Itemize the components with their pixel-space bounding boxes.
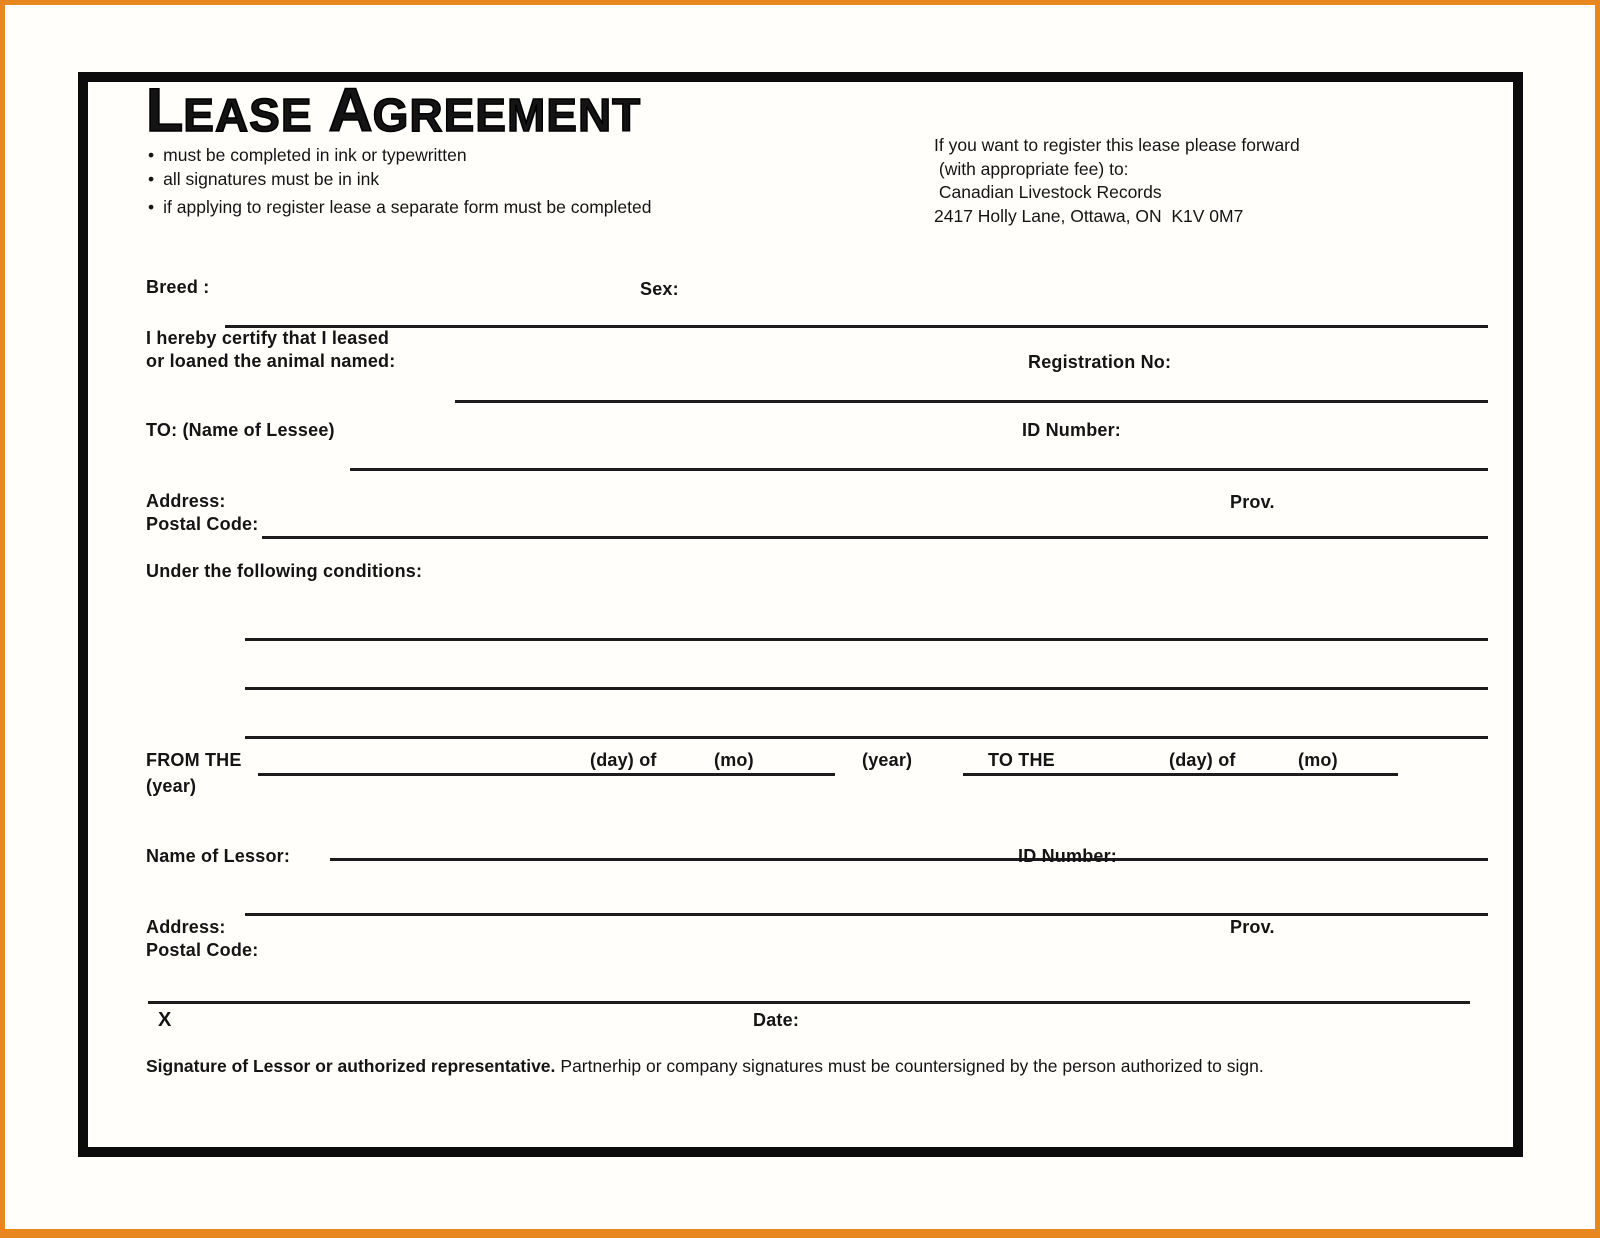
- conditions-line-3: [245, 736, 1488, 739]
- date-label: Date:: [753, 1010, 800, 1030]
- page-title: [146, 76, 642, 144]
- signature-x-label: X: [158, 1009, 172, 1031]
- fill-line-breed-sex: [225, 325, 1488, 328]
- bullet-note-3-text: if applying to register lease a separate form must be completed: [163, 197, 652, 217]
- lessor-prov-label: Prov.: [1230, 917, 1275, 937]
- sex-label: Sex:: [640, 279, 679, 299]
- fill-line-animal-name: [455, 400, 1488, 403]
- bullet-note-3: [148, 197, 651, 218]
- from-year-inline-label: (year): [862, 750, 913, 770]
- title-word2-rest: GREEMENT: [372, 89, 642, 141]
- register-note-line-2: (with appropriate fee) to:: [934, 158, 1129, 179]
- lessee-prov-label: Prov.: [1230, 492, 1275, 512]
- from-mo-label: (mo): [714, 750, 754, 770]
- bullet-icon: •: [148, 169, 155, 189]
- name-of-lessor-label: Name of Lessor:: [146, 846, 291, 866]
- to-year-label: (year): [146, 776, 197, 796]
- register-note-line-3: Canadian Livestock Records: [934, 182, 1162, 202]
- conditions-line-1: [245, 638, 1488, 641]
- lessor-id-number-label: ID Number:: [1018, 846, 1118, 866]
- bullet-icon: •: [148, 145, 155, 165]
- fill-line-lessor-name: [330, 858, 1488, 861]
- bullet-note-1-text: must be completed in ink or typewritten: [163, 145, 467, 165]
- bullet-icon: •: [148, 197, 155, 217]
- from-the-label: FROM THE: [146, 750, 242, 770]
- bullet-note-1: [148, 145, 467, 166]
- to-the-label: TO THE: [988, 750, 1055, 770]
- bullet-note-2-text: all signatures must be in ink: [163, 169, 380, 189]
- conditions-line-2: [245, 687, 1488, 690]
- register-note-line-1: If you want to register this lease please forward: [934, 135, 1300, 155]
- title-word1-rest: EASE: [183, 89, 313, 141]
- signature-caption-bold: Signature of Lessor or authorized representative.: [146, 1056, 556, 1076]
- register-forward-note: [934, 134, 1300, 228]
- register-note-line-4: 2417 Holly Lane, Ottawa, ON K1V 0M7: [934, 205, 1244, 226]
- from-day-of-label: (day) of: [590, 750, 657, 770]
- to-mo-label: (mo): [1298, 750, 1338, 770]
- fill-line-from-date: [258, 773, 835, 776]
- signature-caption: [146, 1056, 1264, 1077]
- registration-no-label: Registration No:: [1028, 352, 1172, 372]
- certify-label-line1: I hereby certify that I leased: [146, 328, 390, 348]
- lessee-id-number-label: ID Number:: [1022, 420, 1122, 440]
- title-word2-initial: A: [328, 76, 373, 144]
- breed-label: Breed :: [146, 277, 210, 297]
- form-border: [78, 72, 1523, 1157]
- fill-line-signature: [148, 1001, 1470, 1004]
- signature-caption-rest: Partnerhip or company signatures must be countersigned by the person authorized to sign.: [560, 1056, 1264, 1076]
- lessor-address-label: Address:: [146, 917, 226, 937]
- fill-line-lessee-name: [350, 468, 1488, 471]
- lessee-postal-code-label: Postal Code:: [146, 514, 259, 534]
- fill-line-lessee-address: [262, 536, 1488, 539]
- fill-line-to-date: [963, 773, 1398, 776]
- fill-line-lessor-address: [245, 913, 1488, 916]
- certify-label-line2: or loaned the animal named:: [146, 351, 396, 371]
- conditions-label: Under the following conditions:: [146, 561, 423, 581]
- lessor-postal-code-label: Postal Code:: [146, 940, 259, 960]
- to-lessee-label: TO: (Name of Lessee): [146, 420, 335, 440]
- to-day-of-label: (day) of: [1169, 750, 1236, 770]
- bullet-note-2: [148, 169, 379, 190]
- lessee-address-label: Address:: [146, 491, 226, 511]
- title-word1-initial: L: [146, 76, 184, 144]
